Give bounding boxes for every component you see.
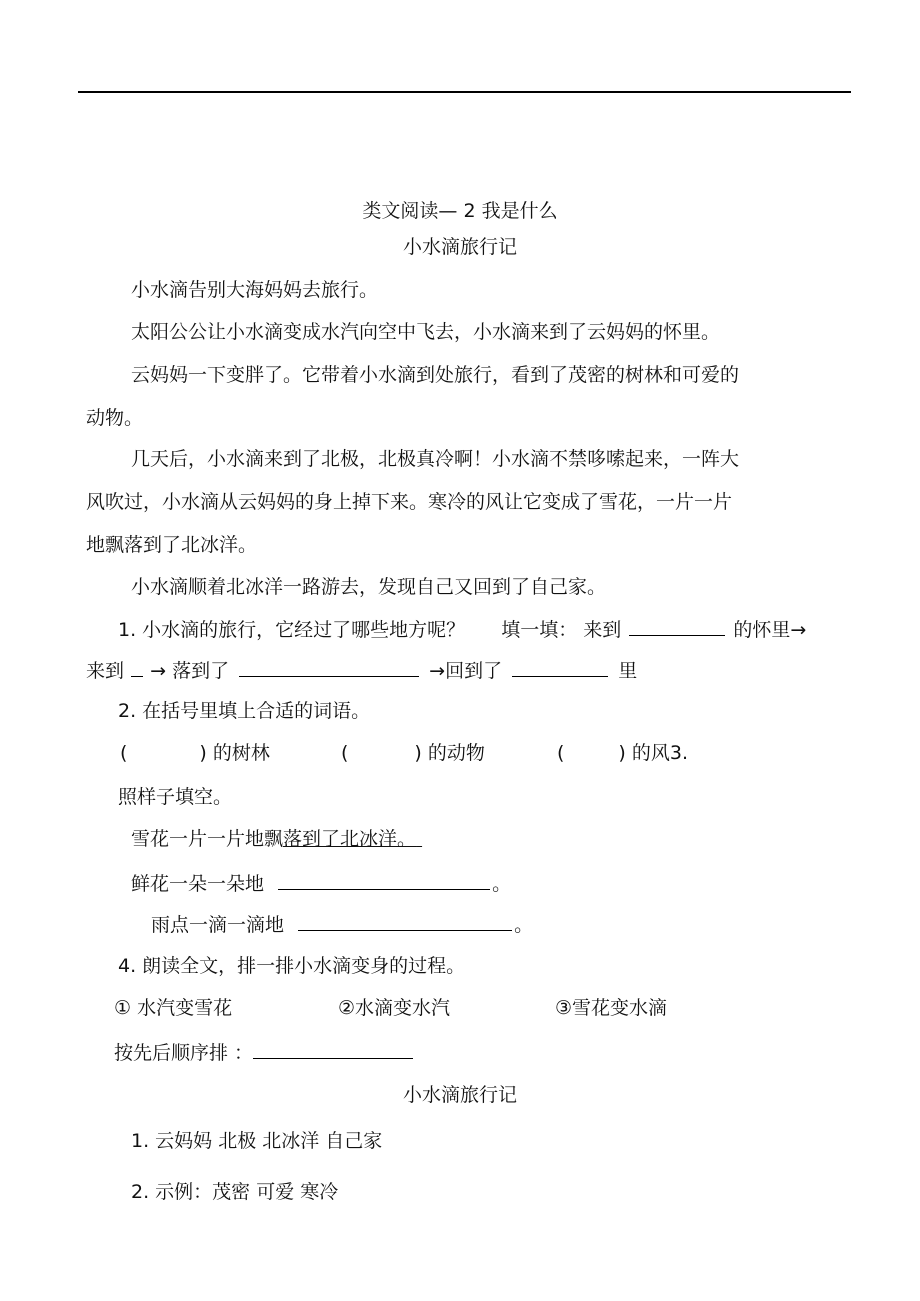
answer-1: 1. 云妈妈 北极 北冰洋 自己家 <box>131 1130 383 1152</box>
rain-text: 雨点一滴一滴地 <box>151 914 285 936</box>
blank-rain[interactable] <box>298 910 512 931</box>
story-heading: 小水滴旅行记 <box>402 236 517 258</box>
blank-north-pole[interactable] <box>131 656 143 677</box>
story-line-7: 地飘落到了北冰洋。 <box>86 534 258 556</box>
top-rule <box>78 91 851 93</box>
story-line-2: 太阳公公让小水滴变成水汽向空中飞去，小水滴来到了云妈妈的怀里。 <box>131 321 721 343</box>
flower-text: 鲜花一朵一朵地 <box>131 873 265 895</box>
option-1: ① 水汽变雪花 <box>114 997 233 1019</box>
order-label: 按先后顺序排 ： <box>114 1042 254 1064</box>
paren-open-1: ( <box>120 742 128 764</box>
paren-open-2: ( <box>341 742 349 764</box>
example-text: 雪花一片一片地飘 <box>131 828 284 850</box>
paren-close-3: ) 的风3. <box>618 742 689 764</box>
question-4-order <box>114 1038 413 1066</box>
blank-order[interactable] <box>253 1038 413 1059</box>
example-underlined-text: 落到了北冰洋。 <box>283 828 417 850</box>
story-line-3: 云妈妈一下变胖了。它带着小水滴到处旅行，看到了茂密的树林和可爱的 <box>131 364 740 386</box>
paren-close-1: ) 的树林 <box>199 742 270 764</box>
story-line-5: 几天后，小水滴来到了北极，北极真冷啊！小水滴不禁哆嗦起来，一阵大 <box>131 448 740 470</box>
story-line-8: 小水滴顺着北冰洋一路游去，发现自己又回到了自己家。 <box>131 576 607 598</box>
question-1-text-b: 的怀里→ <box>733 619 807 641</box>
question-1-line-1 <box>118 615 806 643</box>
question-1-text: 1. 小水滴的旅行，它经过了哪些地方呢？ <box>118 619 466 641</box>
blank-cloud[interactable] <box>629 615 725 636</box>
question-3-example <box>131 826 422 852</box>
answer-2: 2. 示例：茂密 可爱 寒冷 <box>131 1181 339 1203</box>
answers-heading: 小水滴旅行记 <box>402 1084 517 1106</box>
question-4-prompt: 4. 朗读全文，排一排小水滴变身的过程。 <box>118 955 466 977</box>
story-line-1: 小水滴告别大海妈妈去旅行。 <box>131 279 379 301</box>
paren-close-2: ) 的动物 <box>414 742 485 764</box>
paren-open-3: ( <box>557 742 565 764</box>
blank-flower[interactable] <box>278 869 490 890</box>
question-1-text-d: → 落到了 <box>150 660 230 682</box>
question-3-line-3 <box>151 910 533 938</box>
story-line-6: 风吹过，小水滴从云妈妈的身上掉下来。寒冷的风让它变成了雪花，一片一片 <box>86 491 733 513</box>
question-1-fill-label: 填一填： 来到 <box>501 619 622 641</box>
question-2-item-3 <box>557 740 688 766</box>
story-line-4: 动物。 <box>86 407 144 429</box>
question-3-prompt: 照样子填空。 <box>118 786 233 808</box>
question-2-prompt: 2. 在括号里填上合适的词语。 <box>118 700 371 722</box>
blank-home[interactable] <box>512 656 608 677</box>
question-1-text-e: →回到了 <box>429 660 503 682</box>
page-title: 类文阅读— 2 我是什么 <box>362 200 558 222</box>
question-1-line-2 <box>86 656 637 684</box>
period-1: 。 <box>492 873 512 895</box>
question-2-item-2 <box>341 740 485 766</box>
option-3: ③雪花变水滴 <box>555 997 668 1019</box>
blank-arctic-ocean[interactable] <box>239 656 419 677</box>
option-2: ②水滴变水汽 <box>338 997 451 1019</box>
question-3-line-2 <box>131 869 511 897</box>
question-2-item-1 <box>120 740 270 766</box>
question-1-text-c: 来到 <box>86 660 125 682</box>
question-1-text-f: 里 <box>618 660 638 682</box>
period-2: 。 <box>514 914 534 936</box>
